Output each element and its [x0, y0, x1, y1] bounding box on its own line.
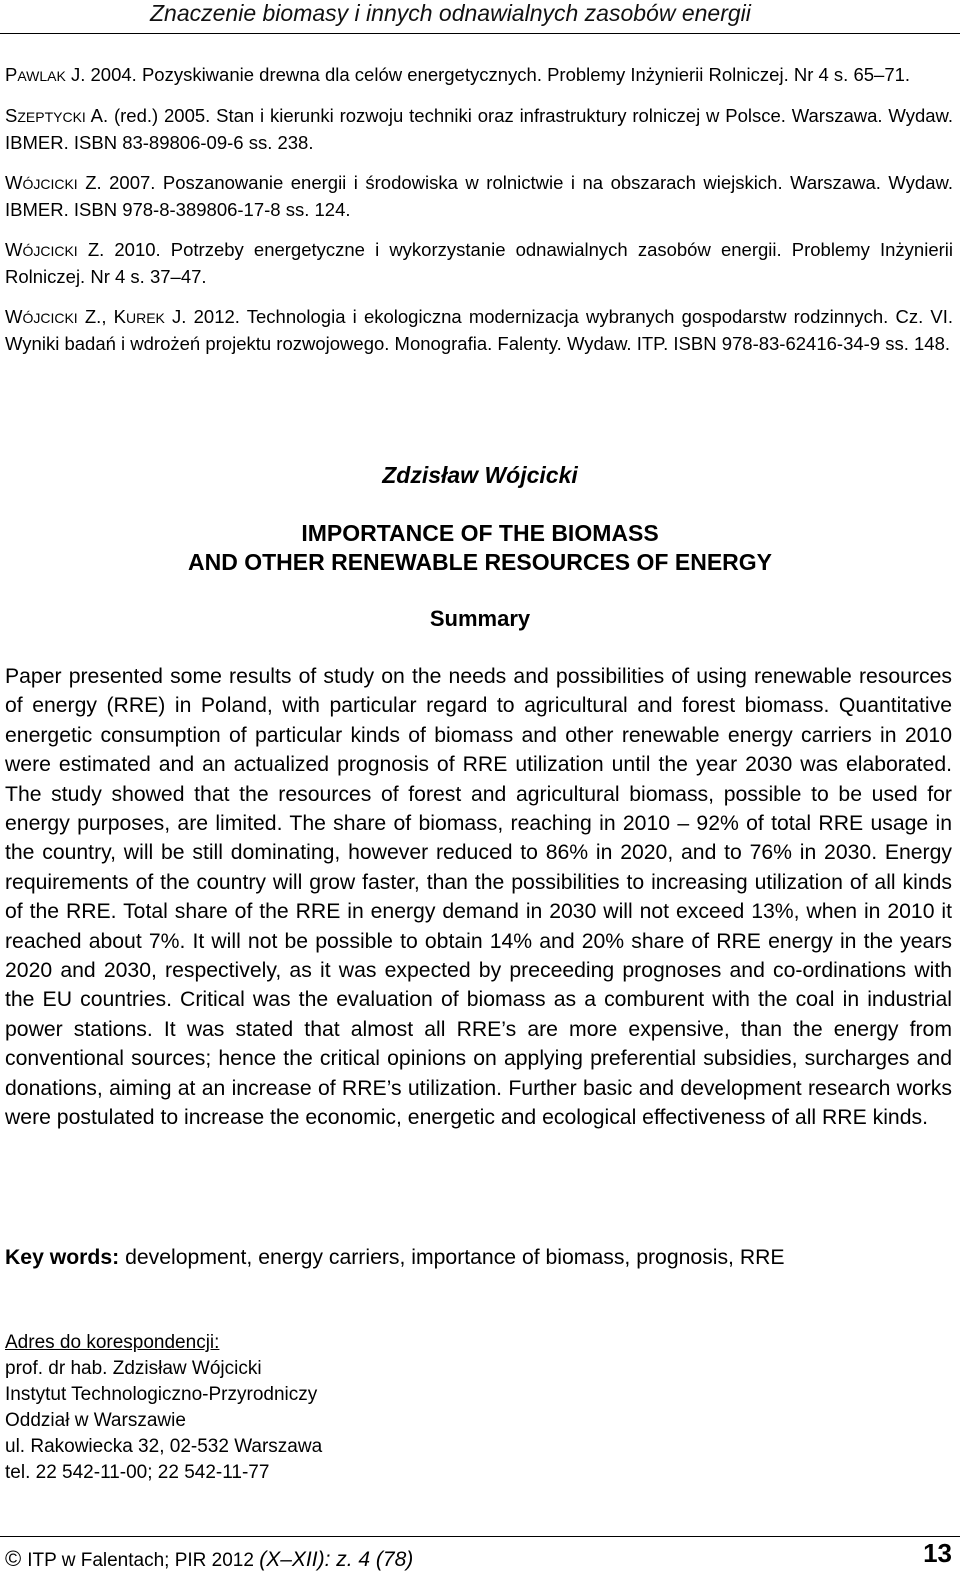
header-rule	[0, 33, 960, 34]
reference-separator: Z.,	[77, 306, 114, 327]
copyright-icon: ©	[5, 1546, 22, 1571]
footer-issue: (X–XII): z. 4 (78)	[259, 1548, 414, 1571]
address-line: ul. Rakowiecka 32, 02-532 Warszawa	[5, 1436, 323, 1457]
reference-item	[5, 62, 953, 89]
summary-title	[0, 519, 960, 577]
reference-author-rest: ÓJCICKI	[22, 310, 78, 326]
page-footer	[0, 1536, 960, 1577]
address-line: Oddział w Warszawie	[5, 1410, 186, 1431]
footer-citation	[5, 1546, 413, 1572]
reference-author-rest: ÓJCICKI	[22, 243, 78, 259]
keywords-list: development, energy carriers, importance of biomass, prognosis, RRE	[119, 1246, 785, 1269]
reference-author-rest: UREK	[125, 310, 165, 326]
reference-author-rest: AWLAK	[17, 68, 66, 84]
reference-author-initial: P	[5, 64, 18, 85]
reference-author-initial: W	[5, 306, 23, 327]
address-line: tel. 22 542-11-00; 22 542-11-77	[5, 1462, 270, 1483]
address-line: prof. dr hab. Zdzisław Wójcicki	[5, 1358, 262, 1379]
reference-author-initial: W	[5, 172, 23, 193]
reference-text: Z. 2007. Poszanowanie energii i środowiska w rolnictwie i na obszarach wiejskich. Warszawa. Wydaw. IBMER. ISBN 978-8-389806-17-8 ss. 124.	[5, 172, 953, 220]
references-list	[5, 62, 953, 371]
summary-title-line: IMPORTANCE OF THE BIOMASS	[301, 520, 659, 546]
summary-title-line: AND OTHER RENEWABLE RESOURCES OF ENERGY	[188, 549, 772, 575]
reference-item	[5, 237, 953, 290]
summary-heading: Summary	[429, 606, 531, 631]
address-line: Instytut Technologiczno-Przyrodniczy	[5, 1384, 318, 1405]
running-head: Znaczenie biomasy i innych odnawialnych zasobów energii	[150, 0, 751, 26]
reference-text: J. 2012. Technologia i ekologiczna modernizacja wybranych gospodarstw rodzinnych. Cz. VI. Wyniki badań i wdrożeń projektu rozwojowego. Monografia. Falenty. Wydaw. ITP. ISBN 978-83-62416-34-9 ss. 148.	[5, 306, 953, 354]
reference-text: Z. 2010. Potrzeby energetyczne i wykorzystanie odnawialnych zasobów energii. Problemy Inżynierii Rolniczej. Nr 4 s. 37–47.	[5, 239, 953, 287]
reference-item	[5, 170, 953, 223]
page-header	[0, 0, 960, 38]
reference-item	[5, 103, 953, 156]
address-heading: Adres do korespondencji:	[5, 1332, 220, 1353]
reference-author-rest: ÓJCICKI	[22, 176, 78, 192]
reference-item	[5, 304, 953, 357]
correspondence-address	[5, 1330, 322, 1486]
abstract-text: Paper presented some results of study on the needs and possibilities of using renewable resources of energy (RRE) in Poland, with particular regard to agricultural and forest biomass. Quantitative energetic consumption of particular kinds of biomass and other renewable energy carriers in 2010 were estimated and an actualized prognosis of RRE utilization until the year 2030 was elaborated. The study showed that the resources of forest and agricultural biomass, possible to be used for energy purposes, are limited. The share of biomass, reaching in 2010 – 92% of total RRE usage in the country, will be still dominating, however reduced to 86% in 2020, and to 76% in 2030. Energy requirements of the country will grow faster, than the possibilities to increasing utilization of all kinds of the RRE. Total share of the RRE in energy demand in 2030 will not exceed 13%, when in 2010 it reached about 7%. It will not be possible to obtain 14% and 20% share of RRE energy in the years 2020 and 2030, respectively, as it was expected by preceeding prognoses and co-ordinations with the EU countries. Critical was the evaluation of biomass as a comburent with the coal in industrial power stations. It was stated that almost all RRE’s are more expensive, than the energy from conventional sources; hence the critical opinions on applying preferential subsidies, surcharges and donations, aiming at an increase of RRE’s utilization. Further basic and development research works were postulated to increase the economic, energetic and ecological effectiveness of all RRE kinds.	[5, 665, 952, 1130]
reference-author-initial: W	[5, 239, 23, 260]
footer-rule	[0, 1536, 960, 1537]
reference-author-initial: S	[5, 105, 18, 126]
reference-author-rest: ZEPTYCKI	[17, 109, 86, 125]
keywords	[5, 1246, 955, 1270]
reference-text: A. (red.) 2005. Stan i kierunki rozwoju techniki oraz infrastruktury rolniczej w Polsce. Warszawa. Wydaw. IBMER. ISBN 83-89806-09-6 ss. 238.	[5, 105, 953, 153]
footer-publisher: ITP w Falentach; PIR 2012	[27, 1550, 260, 1571]
summary-author: Zdzisław Wójcicki	[382, 462, 578, 488]
reference-text: J. 2004. Pozyskiwanie drewna dla celów energetycznych. Problemy Inżynierii Rolniczej. Nr 4 s. 65–71.	[65, 64, 911, 85]
page-number: 13	[923, 1538, 952, 1568]
reference-author-initial: K	[113, 306, 126, 327]
keywords-label: Key words:	[5, 1246, 120, 1269]
